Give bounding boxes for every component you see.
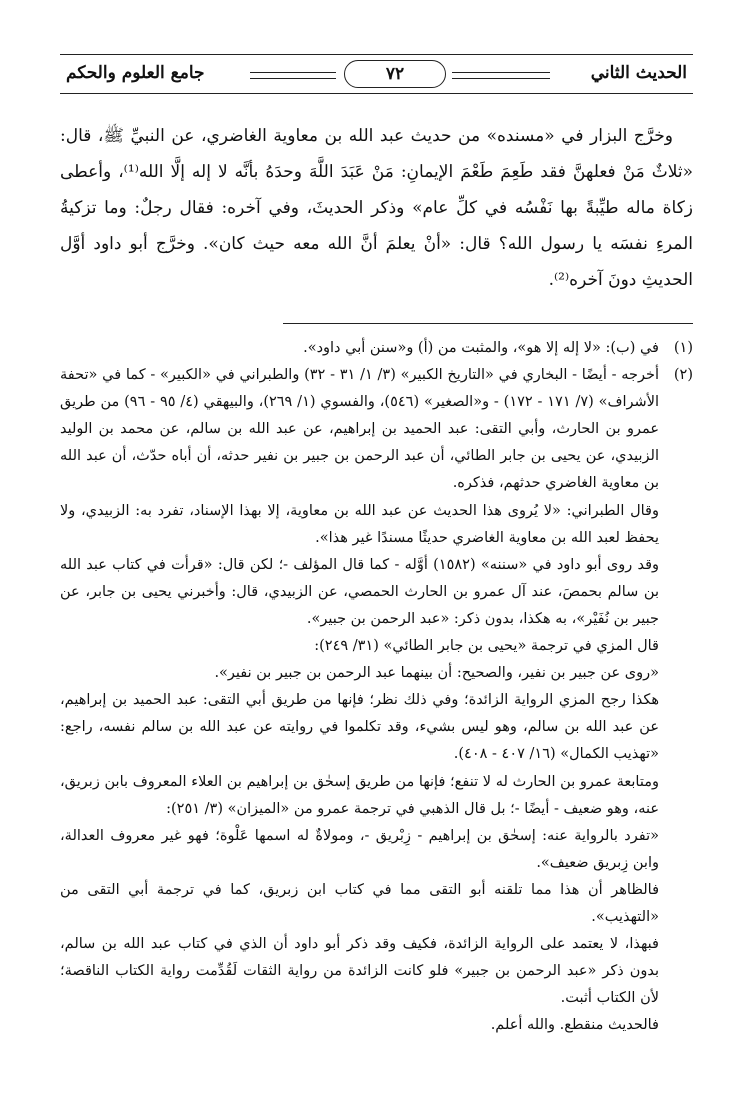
footnote-text: في (ب): «لا إله إلا هو»، والمثبت من (أ) و«سنن أبي داود». xyxy=(303,340,659,356)
footnote-text: فالظاهر أن هذا مما تلقنه أبو التقى مما في كتاب ابن زبريق، كما في ترجمة أبي التقى من «التهذيب». xyxy=(60,881,659,925)
header-ornament-left xyxy=(250,72,336,79)
footnote-number: (١) xyxy=(673,340,693,356)
main-paragraph: وخرَّج البزار في «مسنده» من حديث عبد الله بن معاوية الغاضري، عن النبيِّ ﷺ، قال: «ثلاثٌ مَنْ فعلهنَّ فقد طَعِمَ طَعْمَ الإيمانِ: مَنْ عَبَدَ اللَّهَ وحدَهُ بأنَّه لا إله إلَّا الله⁽¹⁾، وأعطى زكاة ماله طيِّبةً بها نَفْسُه في كلِّ عام» وذكر الحديثَ، وفي آخره: فقال رجلٌ: وما تزكيةُ المرءِ نفسَه يا رسول الله؟ قال: «أنْ يعلمَ أنَّ الله معه حيث كان». وخرَّج أبو داود أوَّل الحديثِ دونَ آخره⁽²⁾. xyxy=(60,126,693,290)
page-number: ٧٢ xyxy=(344,60,446,88)
book-title: جامع العلوم والحكم xyxy=(66,63,205,83)
footnote-2 xyxy=(60,362,693,1039)
footnote-1 xyxy=(60,335,693,362)
footnote-separator xyxy=(283,323,693,324)
section-title: الحديث الثاني xyxy=(590,63,687,83)
footnote-text: فالحديث منقطع. والله أعلم. xyxy=(490,1017,659,1034)
footnotes xyxy=(60,335,693,1039)
footnote-quote: «تفرد بالرواية عنه: إسحٰق بن إبراهيم - زِبْريق -، ومولاةٌ له اسمها عَلْوة؛ فهو غير معروف العدالة، وابن زِبريق ضعيف». xyxy=(60,827,659,871)
footnote-text: قال المزي في ترجمة «يحيى بن جابر الطائي» (٣١/ ٢٤٩): xyxy=(314,638,659,655)
footnote-text: وقال الطبراني: «لا يُروى هذا الحديث عن عبد الله بن معاوية، إلا بهذا الإسناد، تفرد به: الزبيدي، ولا يحفظ لعبد الله بن معاوية الغاضري حديثًا مسندًا غير هذا». xyxy=(60,502,659,546)
footnote-text: ومتابعة عمرو بن الحارث له لا تنفع؛ فإنها من طريق إسحٰق بن إبراهيم بن العلاء المعروف بابن زبريق، عنه، وهو ضعيف - أيضًا -؛ بل قال الذهبي في ترجمة عمرو من «الميزان» (٣/ ٢٥١): xyxy=(60,773,659,817)
header-bottom-rule xyxy=(60,93,693,94)
footnote-text: وقد روى أبو داود في «سننه» (١٥٨٢) أوَّله - كما قال المؤلف -؛ لكن قال: «قرأت في كتاب عبد الله بن سالم بحمصَ، عند آل عمرو بن الحارث الحمصي، عن الزبيدي، قال: وأخبرني يحيى بن جابر، عن جبير بن نُفَيْر»، به هكذا، بدون ذكر: «عبد الرحمن بن جبير». xyxy=(60,556,659,627)
page-header xyxy=(60,54,693,94)
footnote-text: أخرجه - أيضًا - البخاري في «التاريخ الكبير» (٣/ ١/ ٣١ - ٣٢) والطبراني في «الكبير» - كما في «تحفة الأشراف» (٧/ ١٧١ - ١٧٢) - و«الصغير» (٥٤٦)، والفسوي (١/ ٢٦٩)، والبيهقي (٤/ ٩٥ - ٩٦) من طريق عمرو بن الحارث، وأبي التقى: عبد الحميد بن إبراهيم، عن عبد الله بن سالم، عن محمد بن الوليد الزبيدي، عن يحيى بن جابر الطائي، أن عبد الرحمن بن جبير بن نفير حدثه، أن أباه حدّث، أن عبد الله بن معاوية الغاضري حدثهم، فذكره. xyxy=(60,367,660,492)
footnote-text: هكذا رجح المزي الرواية الزائدة؛ وفي ذلك نظر؛ فإنها من طريق أبي التقى: عبد الحميد بن إبراهيم، عن عبد الله بن سالم، وهو ليس بشيء، وقد تكلموا في روايته عن عبد الله بن سالم نفسه، راجع: «تهذيب الكمال» (١٦/ ٤٠٧ - ٤٠٨). xyxy=(60,692,659,763)
footnote-number: (٢) xyxy=(673,367,693,384)
footnote-text: فبهذا، لا يعتمد على الرواية الزائدة، فكيف وقد ذكر أبو داود أن الذي في كتاب عبد الله بن سالم، بدون ذكر «عبد الرحمن بن جبير» فلو كانت الزائدة من رواية الثقات لَقُدِّمت رواية الكتاب الناقصة؛ لأن الكتاب أثبت. xyxy=(60,936,659,1007)
header-top-rule xyxy=(60,54,693,55)
header-ornament-right xyxy=(452,72,550,79)
main-text xyxy=(60,118,693,298)
footnote-quote: «روى عن جبير بن نفير، والصحيح: أن بينهما عبد الرحمن بن جبير بن نفير». xyxy=(214,665,659,682)
